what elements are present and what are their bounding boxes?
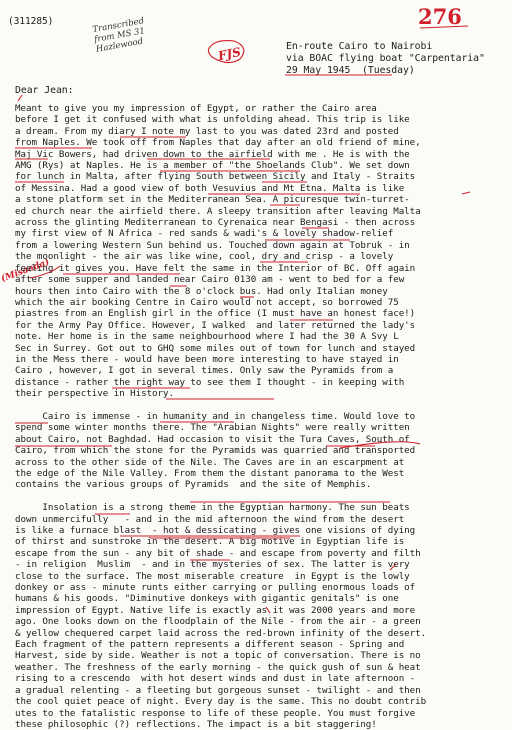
body-line: weather. The freshness of the early morning - the quick gush of sun & heat <box>15 661 421 673</box>
body-line: across the glinting Mediterranean to Cyrenaica near Bengasi - then across <box>15 217 416 229</box>
body-line: Meant to give you my impression of Egypt, or rather the Cairo area <box>15 103 377 114</box>
body-line: rising to a crescendo with hot desert winds and dust in late afternoon - <box>15 673 416 685</box>
header-date: 29 May 1945 (Tuesday) <box>286 65 415 76</box>
body-line: my first view of N Africa - red sands & wadi's & lovely shadow-relief <box>15 228 394 240</box>
body-line: a stone platform set in the Mediterranean Sea. A picuresque twin-turret- <box>15 194 410 206</box>
body-line: after some supper and landed near Cairo 0130 am - went to bed for a few <box>15 274 405 286</box>
handwritten-transcription-note: Transcribed from MS 31 Hazlewood <box>91 16 146 55</box>
body-line: - in religion Muslim - and in the mysteries of sex. The latter is very <box>15 559 410 571</box>
body-line: their perspective in History. <box>15 388 174 400</box>
body-line: Sec in Surrey. Got out to GHQ some miles out of town for lunch and stayed <box>15 342 416 354</box>
handwritten-initials: FJS <box>216 44 243 64</box>
body-line: Maj Vic Bowers, had driven down to the airfield with me . He is with the <box>15 148 410 160</box>
body-line: donkey or ass - minute runts either carrying or pulling enormous loads of <box>15 582 416 594</box>
body-line: about Cairo, not Baghdad. Had occasion to visit the Tura Caves, South of <box>15 433 410 445</box>
body-line: is like a furnace blast - hot & dessicating - gives one visions of dying <box>15 525 416 536</box>
body-line: escape from the sun - any bit of shade - and escape from poverty and filth <box>15 547 421 559</box>
body-line: Cairo , however, I got in several times. Only saw the Pyramids from a <box>15 365 394 377</box>
body-line: the moonlight - the air was like wine, cool, dry and crisp - a lovely <box>15 251 394 263</box>
paragraph-gap <box>15 491 505 502</box>
body-line: utes to the fatalistic response to life of these people. You must forgive <box>15 707 416 719</box>
body-line: piastres from an English girl in the office (I must have an honest face!) <box>15 308 416 320</box>
body-line: down unmercifully - and in the mid afternoon the wind from the desert <box>15 513 405 525</box>
body-line: impression of Egypt. Native life is exactly as it was 2000 years and more <box>15 604 416 616</box>
body-line: from a lowering Western Sun behind us. Touched down again at Tobruk - in <box>15 239 410 251</box>
body-line: Harvest, side by side. Weather is not a topic of conversation. There is no <box>15 650 421 662</box>
body-line: close to the surface. The most miserable creature in Egypt is the lowly <box>15 570 410 582</box>
body-line: these philosophic (?) reflections. The impact is a bit staggering! <box>15 718 377 730</box>
body-line: the edge of the Nile Valley. From them the distant panorama to the West <box>15 467 405 479</box>
header-aircraft: via BOAC flying boat "Carpentaria" <box>286 53 485 64</box>
body-line: ed church near the airfield there. A sleepy transition after leaving Malta <box>15 205 421 217</box>
body-line: Cairo is immense - in humanity and in changeless time. Would love to <box>15 410 416 422</box>
body-line: a gradual relenting - a fleeting but gorgeous sunset - twilight - and then <box>15 684 421 696</box>
handwritten-margin-note: (Misaada) <box>0 257 51 285</box>
salutation: Dear Jean: <box>15 85 74 96</box>
body-line: which the air booking Centre in Cairo would not accept, so borrowed 75 <box>15 296 399 308</box>
body-line: of Messina. Had a good view of both Vesuvius and Mt Etna. Malta is like <box>15 182 405 194</box>
body-line: distance - rather the right way to see them I thought - in keeping with <box>15 376 405 388</box>
header-route: En-route Cairo to Nairobi <box>286 41 433 52</box>
body-line: for lunch in Malta, after flying South between Sicily and Italy - Straits <box>15 171 416 183</box>
body-line: Cairo, from which the stone for the Pyramids was quarried and transported <box>15 445 416 457</box>
document-number: (311285) <box>8 16 54 27</box>
body-line: & yellow chequered carpet laid across the red-brown infinity of the desert. <box>15 627 427 639</box>
letter-body <box>15 103 505 730</box>
handwritten-page-number: 276 <box>418 4 462 29</box>
body-line: ago. One looks down on the floodplain of the Nile - from the air - a green <box>15 616 421 628</box>
body-line: across to the other side of the Nile. The Caves are in an escarpment at <box>15 456 405 468</box>
body-line: Each fragment of the pattern represents a different season - Spring and <box>15 639 405 651</box>
body-line: the cool quiet peace of night. Every day is the same. This no doubt contrib <box>15 696 427 708</box>
body-line: spend some winter months there. The "Arabian Nights" were really written <box>15 422 410 434</box>
body-line: for the Army Pay Office. However, I walked and later returned the lady's <box>15 319 416 331</box>
body-line: feeling it gives you. Have felt the same in the Interior of BC. Off again <box>15 262 416 274</box>
body-line: from Naples. We took off from Naples that day after an old friend of mine, <box>15 137 421 149</box>
body-line: of thirst and sunstroke in the desert. A big motive in Egyptian life is <box>15 536 405 548</box>
body-line: in the Mess there - would have been more interesting to have stayed in <box>15 353 399 365</box>
body-line: a dream. From my diary I note my last to you was dated 23rd and posted <box>15 125 399 137</box>
body-line: humans & his goods. "Diminutive donkeys with gigantic genitals" is one <box>15 593 399 605</box>
body-line: note. Her home is in the same neighbourhood where I had the 30 A Svy L <box>15 331 399 343</box>
body-line: hours then into Cairo with the 8 o'clock bus. Had only Italian money <box>15 285 388 297</box>
body-line: contains the various groups of Pyramids and the site of Memphis. <box>15 479 372 491</box>
paragraph-gap <box>15 400 505 411</box>
body-line: Insolation is a strong theme in the Egyptian harmony. The sun beats <box>15 502 410 514</box>
body-line: before I get it confused with what is unfolding ahead. This trip is like <box>15 114 410 126</box>
body-line: AMG (Rys) at Naples. He is a member of "the Shoelands Club". We set down <box>15 160 410 172</box>
